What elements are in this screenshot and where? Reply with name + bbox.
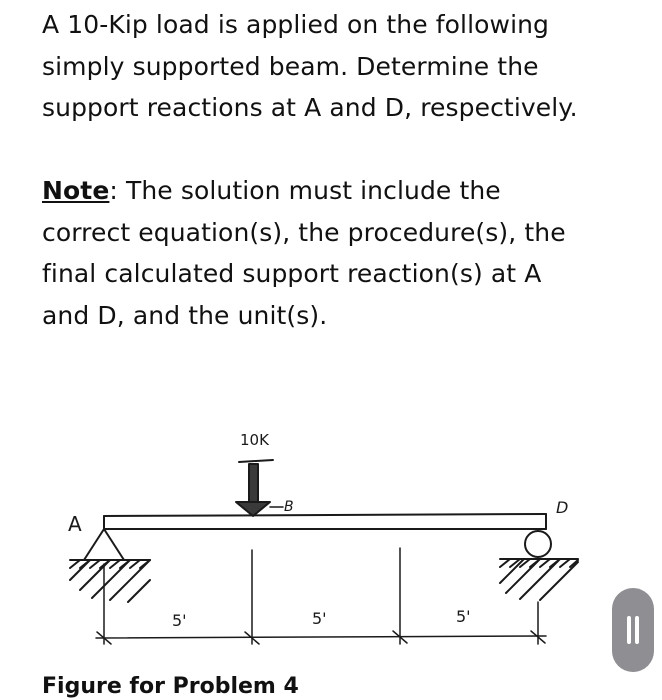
- span-label: 5': [312, 609, 327, 628]
- pin-support-a: [70, 529, 150, 602]
- note-text: : The solution must include the: [109, 176, 501, 205]
- note-label: Note: [42, 176, 110, 205]
- beam: [104, 514, 546, 529]
- note-line: [42, 170, 632, 212]
- problem-statement: [42, 4, 632, 129]
- point-label-d: D: [556, 498, 569, 517]
- load-arrow: [236, 460, 273, 516]
- dimension-lines: [96, 548, 546, 644]
- span-label: 5': [172, 611, 187, 630]
- statement-line: support reactions at A and D, respectively.: [42, 93, 578, 122]
- point-label-a: A: [68, 512, 82, 536]
- point-label-b: B: [284, 499, 294, 515]
- figure-caption: Figure for Problem 4: [42, 674, 299, 699]
- statement-line: simply supported beam. Determine the: [42, 51, 539, 81]
- grip-line: [635, 616, 639, 644]
- span-label: 5': [456, 607, 471, 626]
- note-line: and D, and the unit(s).: [42, 300, 328, 330]
- note-line: correct equation(s), the procedure(s), the: [42, 217, 566, 247]
- roller-support-d: [500, 531, 578, 600]
- grip-line: [627, 616, 631, 644]
- note-paragraph: [42, 170, 632, 336]
- scroll-handle-icon[interactable]: [612, 588, 654, 672]
- note-line: final calculated support reaction(s) at A: [42, 259, 542, 288]
- statement-line: A 10-Kip load is applied on the following: [42, 10, 550, 39]
- beam-figure: [0, 418, 662, 700]
- load-label: 10K: [240, 431, 269, 449]
